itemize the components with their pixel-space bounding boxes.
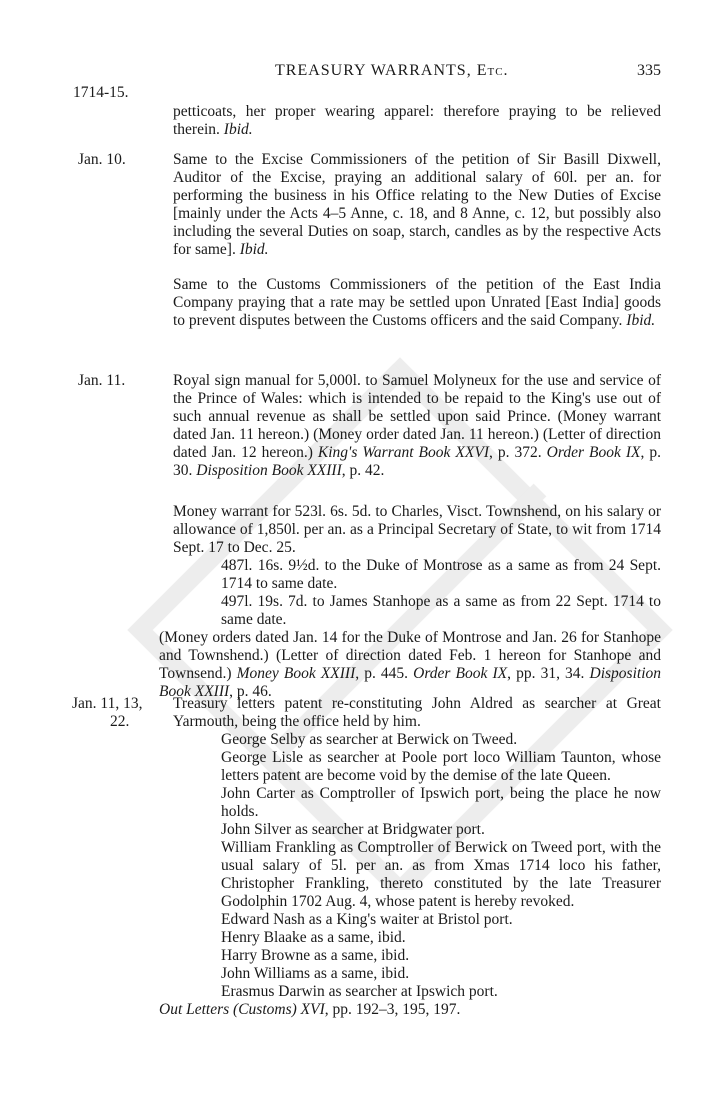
sub-item: Edward Nash as a King's waiter at Bristol port. [221,911,513,928]
entry-text: petticoats, her proper wearing apparel: therefore praying to be relieved therein. Ibid. [173,103,661,138]
sub-item: John Silver as searcher at Bridgwater port. [221,821,485,838]
entry-text: Treasury letters patent re-constituting John Aldred as searcher at Great Yarmouth, being the office held by him. George Selby as searcher at Berwick on Tweed. George Lisle as searcher at Poole port loco William Taunton, whose letters patent are become void by the demise of the late Queen. John Carter as Comptroller of Ipswich port, being the place he now holds. John Silver as searcher at Bridgwater port. William Frankling as Comptroller of Berwick on Tweed port, with the usual salary of 5l. per an. as from Xmas 1714 loco his father, Christopher Frankling, thereto constituted by the late Treasurer Godolphin 1702 Aug. 4, whose patent is hereby revoked. Edward Nash as a King's waiter at Bristol port. Henry Blaake as a same, ibid. Harry Browne as a same, ibid. John Williams as a same, ibid. Erasmus Darwin as searcher at Ipswich port. Out Letters (Customs) XVI, pp. 192–3, 195, 197. [159,695,661,1018]
sub-item: 487l. 16s. 9½d. to the Duke of Montrose as a same as from 24 Sept. 1714 to same date. [221,557,661,592]
running-head-etc: Etc. [476,62,509,79]
sub-item: John Williams as a same, ibid. [221,965,410,982]
sub-item: John Carter as Comptroller of Ipswich port, being the place he now holds. [221,785,661,820]
sub-item: Henry Blaake as a same, ibid. [221,929,406,946]
entry-text: Royal sign manual for 5,000l. to Samuel Molyneux for the use and service of the Prince of Wales: which is intended to be repaid to the King's use out of such annual revenue as shall be settled upon said Prince. (Money warrant dated Jan. 11 hereon.) (Money order dated Jan. 11 hereon.) (Letter of direction dated Jan. 12 hereon.) King's Warrant Book XXVI, p. 372. Order Book IX, p. 30. Disposition Book XXIII, p. 42. [173,372,662,479]
entry-text: Money warrant for 523l. 6s. 5d. to Charles, Visct. Townshend, on his salary or allowance of 1,850l. per an. as a Principal Secretary of State, to wit from 1714 Sept. 17 to Dec. 25. 487l. 16s. 9½d. to the Duke of Montrose as a same as from 24 Sept. 1714 to same date. 497l. 19s. 7d. to James Stanhope as a same as from 22 Sept. 1714 to same date. (Money orders dated Jan. 14 for the Duke of Montrose and Jan. 26 for Stanhope and Townshend.) (Letter of direction dated Feb. 1 hereon for Stanhope and Townsend.) Money Book XXIII, p. 445. Order Book IX, pp. 31, 34. Disposition Book XXIII, p. 46. [159,503,661,700]
sub-item: Erasmus Darwin as searcher at Ipswich port. [221,983,498,1000]
sub-item: William Frankling as Comptroller of Berwick on Tweed port, with the usual salary of 5l. per an. as from Xmas 1714 loco his father, Christopher Frankling, thereto constituted by the late Treasurer Godolphin 1702 Aug. 4, whose patent is hereby revoked. [221,839,661,910]
reference: Ibid. [626,312,656,329]
sub-item: George Lisle as searcher at Poole port loco William Taunton, whose letters patent are become void by the demise of the late Queen. [221,749,661,784]
entry-date: Jan. 10. [78,151,126,168]
entry-text: Same to the Excise Commissioners of the petition of Sir Basill Dixwell, Auditor of the Excise, praying an additional salary of 60l. per an. for performing the business in his Office relating to the New Duties of Excise [mainly under the Acts 4–5 Anne, c. 18, and 8 Anne, c. 12, but possibly also including the several Duties on soap, starch, candles as by the respective Acts for same]. Ibid. [173,151,661,258]
sub-item: George Selby as searcher at Berwick on Tweed. [221,731,518,748]
page-number: 335 [637,62,661,79]
year-label: 1714-15. [73,84,129,101]
sub-item: 497l. 19s. 7d. to James Stanhope as a same as from 22 Sept. 1714 to same date. [221,593,661,628]
page-header [0,62,728,101]
running-head-title: TREASURY WARRANTS, [275,62,472,79]
entry-date: Jan. 11. [78,372,126,389]
reference: Ibid. [239,241,269,258]
entry-date: Jan. 11, 13, [72,695,143,712]
sub-item: Harry Browne as a same, ibid. [221,947,410,964]
reference: Ibid. [223,121,253,138]
entry-text: Same to the Customs Commissioners of the petition of the East India Company praying that a rate may be settled upon Unrated [East India] goods to prevent disputes between the Customs officers and the said Company. Ibid. [173,276,661,329]
entry-date-continued: 22. [110,713,130,730]
running-head [275,62,509,80]
